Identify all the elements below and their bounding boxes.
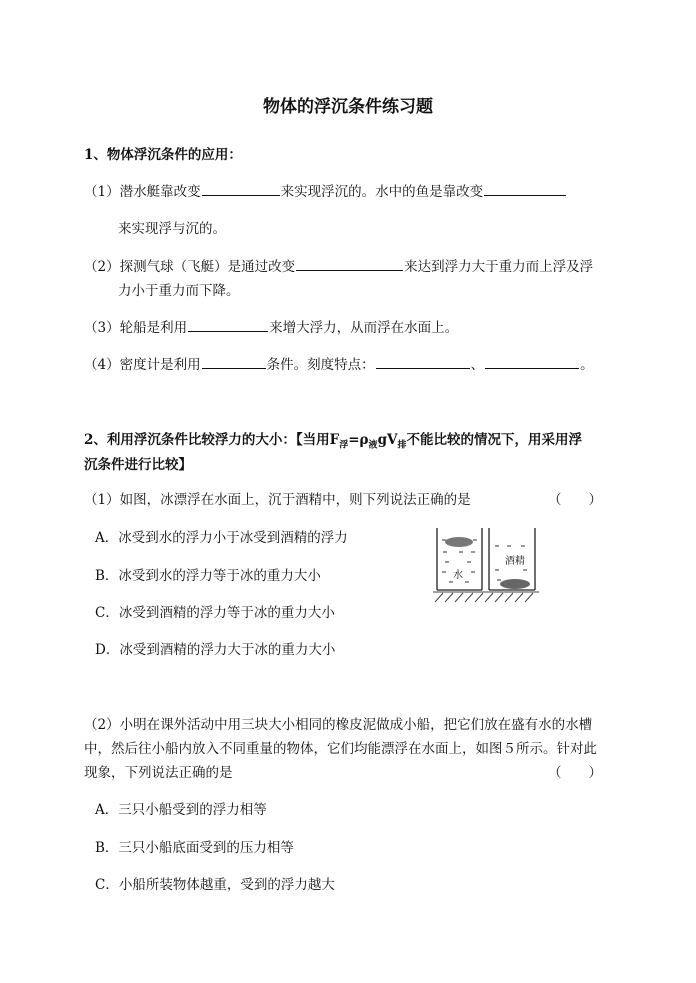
answer-blank[interactable] [202,194,280,196]
heading-part: 不能比较的情况下，用采用浮 [406,432,582,448]
s1-q4-end: 。 [580,357,594,373]
water-beaker [437,528,482,590]
heading-part: 2、利用浮沉条件比较浮力的大小：【当用F [84,432,340,448]
answer-blank[interactable] [296,269,403,271]
s2-q2-line3: 现象，下列说法正确的是 [84,765,233,781]
s1-q3-text-b: 来增大浮力，从而浮在水面上。 [269,320,459,336]
subscript: 浮 [339,440,349,451]
option-a[interactable]: A．三只小船受到的浮力相等 [95,802,267,818]
s1-q2-text-a: （2）探测气球（飞艇）是通过改变 [84,259,296,275]
subscript: 排 [397,440,407,451]
option-c[interactable]: C．冰受到酒精的浮力等于冰的重力大小 [95,605,335,621]
s1-q4-text-b: 条件。刻度特点： [266,357,375,373]
s1-q3-line [84,316,458,336]
s2-q2-line2: 中，然后往小船内放入不同重量的物体，它们均能漂浮在水面上，如图５所示。针对此 [84,741,597,757]
subscript: 液 [368,440,378,451]
s1-q1-text-a: （1）潜水艇靠改变 [84,184,201,200]
s2-q1-stem: （1）如图，冰漂浮在水面上，沉于酒精中，则下列说法正确的是 [84,492,471,508]
s1-q4-text-a: （4）密度计是利用 [84,357,201,373]
heading-part: =ρ [348,432,369,448]
s1-q2-text-c: 力小于重力而下降。 [118,283,240,299]
answer-blank[interactable] [485,367,579,369]
s1-q3-text-a: （3）轮船是利用 [84,320,188,336]
section2-heading [84,428,582,451]
option-c[interactable]: C．小船所装物体越重，受到的浮力越大 [95,877,335,893]
answer-blank[interactable] [376,367,470,369]
option-b[interactable]: B．三只小船底面受到的压力相等 [95,840,294,856]
option-b[interactable]: B．冰受到水的浮力等于冰的重力大小 [95,568,321,584]
alcohol-label: 酒精 [505,556,525,567]
s1-q2-line1 [84,255,593,275]
section1-heading: 1、物体浮沉条件的应用： [84,147,242,163]
ice-floating [445,537,473,547]
answer-paren[interactable]: （ ） [548,492,602,508]
ice-beakers-figure [433,526,541,604]
section2-heading-line2: 沉条件进行比较】 [84,457,192,473]
s2-q2-line1: （2）小明在课外活动中用三块大小相同的橡皮泥做成小船，把它们放在盛有水的水槽 [84,717,593,733]
ice-sunk [500,579,530,589]
answer-blank[interactable] [484,194,566,196]
s1-q1-line1 [84,180,567,200]
option-d[interactable]: D．冰受到酒精的浮力大于冰的重力大小 [95,642,336,658]
answer-paren[interactable]: （ ） [548,765,602,781]
answer-blank[interactable] [188,330,268,332]
s1-q4-sep: 、 [470,357,485,373]
answer-blank[interactable] [202,367,266,369]
heading-part: gV [377,432,398,448]
ground-hatching [433,592,539,602]
alcohol-beaker [489,528,535,590]
s1-q4-line [84,353,594,373]
option-a[interactable]: A．冰受到水的浮力小于冰受到酒精的浮力 [95,530,348,546]
s1-q1-text-b: 来实现浮沉的。水中的鱼是靠改变 [280,184,484,200]
water-label: 水 [453,570,463,581]
page-title: 物体的浮沉条件练习题 [263,97,433,117]
s1-q2-text-b: 来达到浮力大于重力而上浮及浮 [404,259,594,275]
s1-q1-text-c: 来实现浮与沉的。 [118,221,226,237]
